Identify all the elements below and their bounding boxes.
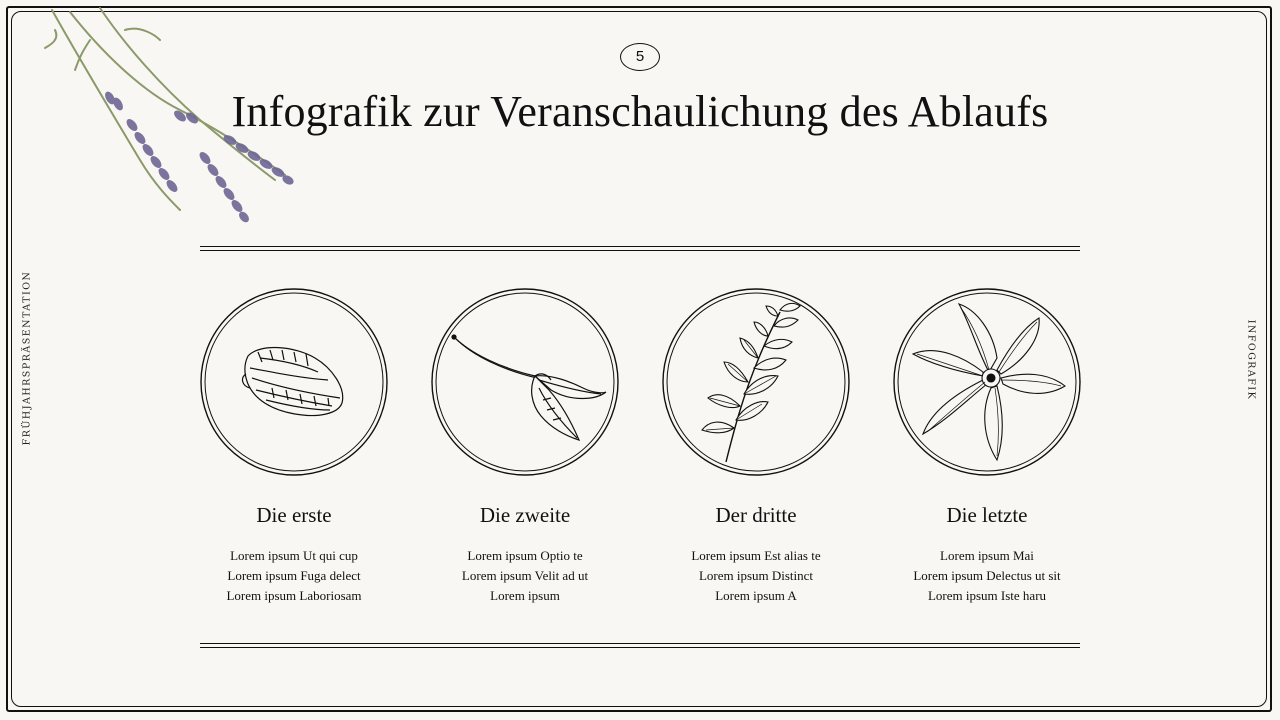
- step-card-1: [200, 288, 388, 603]
- step-card-2: [431, 288, 619, 603]
- sprout-icon: [452, 335, 606, 440]
- step-medallion-1: [200, 288, 388, 476]
- step-title-4: Die letzte: [946, 503, 1028, 527]
- side-label-right: INFOGRAFIK: [1245, 319, 1257, 401]
- step-line: Lorem ipsum Mai: [940, 548, 1034, 563]
- step-line: Lorem ipsum Optio te: [467, 548, 583, 563]
- step-title-3: Der dritte: [715, 503, 797, 527]
- side-label-left: FRÜHJAHRSPRÄSENTATION: [21, 270, 33, 446]
- step-line: Lorem ipsum Est alias te: [691, 548, 821, 563]
- step-line: Lorem ipsum Iste haru: [927, 588, 1047, 603]
- step-medallion-2: [431, 288, 619, 476]
- leafy-stem-icon: [702, 303, 800, 462]
- step-description-4: [863, 546, 1111, 606]
- step-line: Lorem ipsum Fuga delect: [227, 568, 361, 583]
- step-line: Lorem ipsum Distinct: [698, 568, 814, 583]
- flower-icon: [913, 304, 1065, 460]
- step-line: Lorem ipsum Delectus ut sit: [913, 568, 1061, 583]
- step-medallion-4: [893, 288, 1081, 476]
- step-line: Lorem ipsum Velit ad ut: [461, 568, 589, 583]
- bottom-divider: [200, 643, 1080, 648]
- step-line: Lorem ipsum Laboriosam: [226, 588, 362, 603]
- seed-icon: [243, 348, 343, 416]
- step-line: Lorem ipsum Ut qui cup: [230, 548, 358, 563]
- page-number-badge: 5: [620, 43, 660, 71]
- slide-title: Infografik zur Veranschaulichung des Ablaufs: [231, 87, 1049, 136]
- step-line: Lorem ipsum A: [715, 588, 797, 603]
- step-card-4: [893, 288, 1081, 603]
- step-card-3: [662, 288, 850, 603]
- step-title-2: Die zweite: [479, 503, 571, 527]
- step-description-1: [170, 546, 418, 606]
- step-description-3: [632, 546, 880, 606]
- step-title-1: Die erste: [256, 503, 332, 527]
- step-medallion-3: [662, 288, 850, 476]
- step-description-2: [401, 546, 649, 606]
- top-divider: [200, 246, 1080, 251]
- step-line: Lorem ipsum: [490, 588, 560, 603]
